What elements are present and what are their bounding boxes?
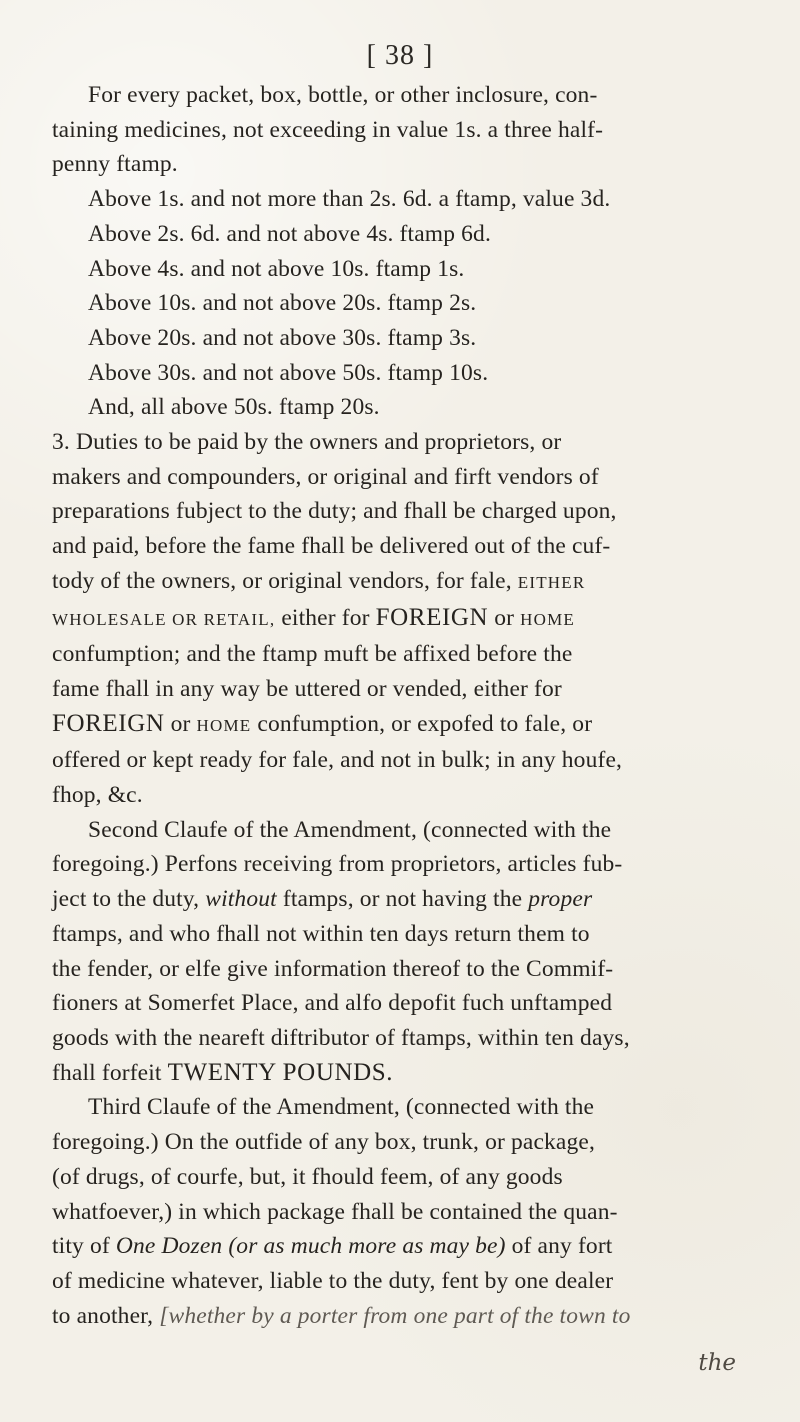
text-segment: of any fort [505,1233,613,1260]
text-line: whatfoever,) in which package fhall be contained the quan- [52,1198,618,1225]
text-line: preparations fubject to the duty; and fhall be charged upon, [52,498,617,525]
text-line: fame fhall in any way be uttered or vended, either for [52,675,562,702]
text-line: 3. Duties to be paid by the owners and proprietors, or [52,429,562,456]
text-line: offered or kept ready for fale, and not in bulk; in any houfe, [52,747,623,774]
text-line: Above 20s. and not above 30s. ftamp 3s. [88,324,477,351]
text-line [52,707,748,744]
italic-text: proper [528,886,593,913]
text-line: Third Claufe of the Amendment, (connected with the [88,1094,595,1121]
text-line: makers and compounders, or original and firft vendors of [52,463,599,490]
text-segment: confumption, or expofed to fale, or [251,710,593,737]
text-line: Above 10s. and not above 20s. ftamp 2s. [88,290,477,317]
text-line: fhop, &c. [52,782,143,809]
text-line: fioners at Somerfet Place, and alfo depofit fuch unftamped [52,990,613,1017]
text-segment: tody of the owners, or original vendors, for fale, [52,567,518,594]
small-caps-text: HOME [196,715,252,735]
text-line [52,1299,748,1334]
text-line: ftamps, and who fhall not within ten days return them to [52,920,590,947]
small-caps-text: WHOLESALE OR RETAIL, [52,609,276,629]
italic-text: [whether by a porter from one part of the town to [159,1302,631,1329]
emphasis-text: FOREIGN [52,709,165,737]
text-line: For every packet, box, bottle, or other inclosure, con- [88,82,598,108]
document-text [52,78,748,1333]
text-line: the fender, or elfe give information thereof to the Commif- [52,955,614,982]
text-segment: ject to the duty, [52,886,206,913]
text-line: Above 2s. 6d. and not above 4s. ftamp 6d. [88,220,491,247]
text-line: penny ftamp. [52,151,178,178]
text-line: of medicine whatever, liable to the duty, fent by one dealer [52,1267,614,1294]
text-segment: either for [275,604,376,631]
text-line [52,882,748,917]
text-segment: or [164,710,197,737]
page-header: [ 38 ] [366,40,434,71]
text-line: foregoing.) On the outfide of any box, trunk, or package, [52,1129,596,1156]
text-line: Second Claufe of the Amendment, (connected with the [88,816,612,843]
text-line: taining medicines, not exceeding in value 1s. a three half- [52,116,604,143]
italic-text: without [205,886,277,913]
emphasis-text: FOREIGN [375,603,489,631]
text-line [52,1056,748,1091]
text-segment: ftamps, or not having the [276,886,529,913]
text-line: Above 1s. and not more than 2s. 6d. a ftamp, value 3d. [88,186,611,213]
text-segment: tity of [52,1233,116,1260]
italic-text: One Dozen (or as much more as may be) [115,1233,506,1260]
text-segment: to another, [52,1302,160,1329]
catchword: the [698,1350,736,1376]
text-segment: or [488,604,521,631]
text-line [52,564,748,601]
text-line: foregoing.) Perfons receiving from proprietors, articles fub- [52,851,623,878]
text-line: (of drugs, of courfe, but, it fhould feem, of any goods [52,1163,563,1190]
text-line: confumption; and the ftamp muft be affixed before the [52,641,573,668]
small-caps-text: EITHER [517,572,586,592]
emphasis-text: TWENTY POUNDS. [167,1058,394,1086]
text-segment: fhall forfeit [52,1059,168,1086]
text-line [52,601,748,638]
text-line: Above 4s. and not above 10s. ftamp 1s. [88,255,465,282]
text-line: And, all above 50s. ftamp 20s. [88,394,380,421]
text-line: and paid, before the fame fhall be delivered out of the cuf- [52,533,611,560]
text-line [52,1229,748,1264]
small-caps-text: HOME [520,609,575,629]
text-line: Above 30s. and not above 50s. ftamp 10s. [88,359,489,386]
text-line: goods with the neareft diftributor of ftamps, within ten days, [52,1024,630,1051]
